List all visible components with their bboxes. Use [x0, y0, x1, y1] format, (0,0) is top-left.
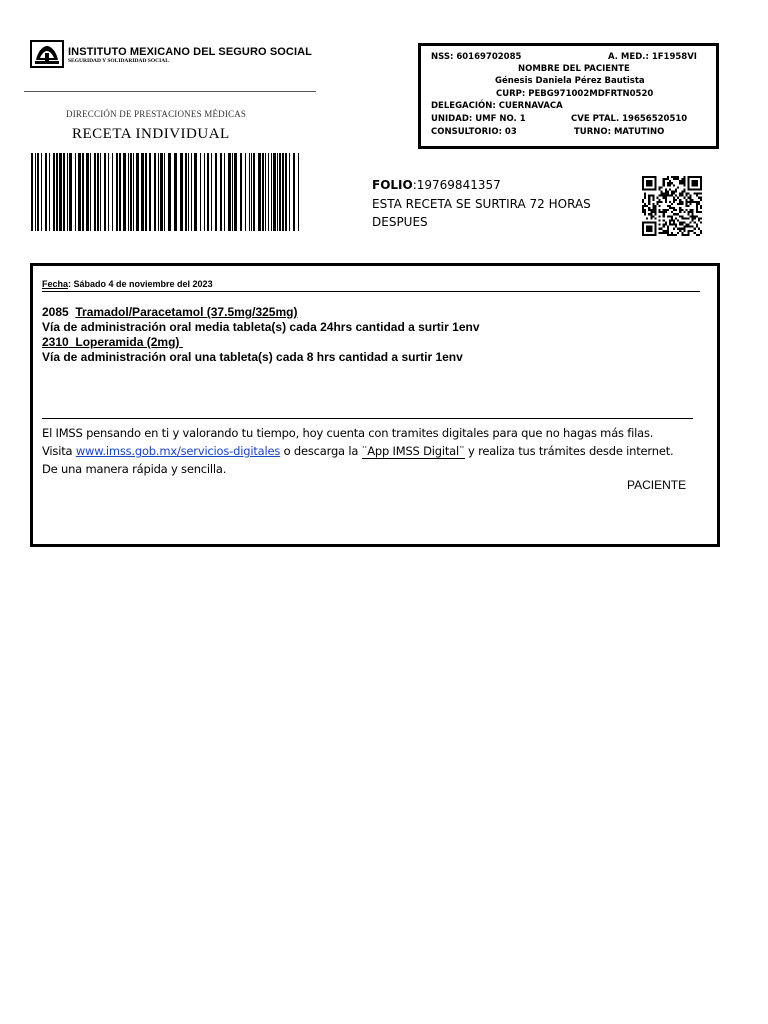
patient-name-label: NOMBRE DEL PACIENTE — [518, 64, 630, 74]
direction-label: DIRECCIÓN DE PRESTACIONES MÉDICAS — [66, 109, 247, 119]
fecha-value: : Sábado 4 de noviembre del 2023 — [68, 279, 213, 289]
folio — [372, 178, 501, 192]
info-line-1: El IMSS pensando en ti y valorando tu tiempo, hoy cuenta con tramites digitales para que no hagas más filas. — [42, 426, 654, 440]
patient-info-box — [418, 43, 719, 149]
institution-name: INSTITUTO MEXICANO DEL SEGURO SOCIAL — [68, 46, 312, 58]
medication-2-code: 2310 — [42, 335, 69, 349]
info-divider — [42, 418, 693, 419]
imss-eagle-logo-icon — [30, 40, 64, 68]
date-divider — [42, 291, 700, 292]
institution-motto: SEGURIDAD Y SOLIDARIDAD SOCIAL — [68, 58, 169, 64]
medication-2-instructions: Vía de administración oral una tableta(s) cada 8 hrs cantidad a surtir 1env — [42, 350, 463, 364]
barcode-icon — [31, 153, 299, 231]
info-line-3: De una manera rápida y sencilla. — [42, 462, 227, 476]
imss-digital-services-link[interactable]: www.imss.gob.mx/servicios-digitales — [75, 444, 281, 458]
consultorio: CONSULTORIO: 03 — [431, 127, 517, 137]
folio-note: ESTA RECETA SE SURTIRA 72 HORAS DESPUES — [372, 197, 591, 229]
medication-1-instructions: Vía de administración oral media tableta(s) cada 24hrs cantidad a surtir 1env — [42, 320, 480, 334]
medication-1-name: Tramadol/Paracetamol (37.5mg/325mg) — [75, 305, 298, 319]
medication-1-code: 2085 — [42, 305, 69, 319]
info-line-2 — [42, 444, 673, 458]
medico-id: A. MED.: 1F1958VI — [608, 52, 697, 62]
cve-ptal: CVE PTAL. 19656520510 — [571, 114, 688, 124]
header-divider — [24, 91, 316, 92]
info-internet-text: y realiza tus trámites desde internet. — [464, 444, 674, 458]
curp: CURP: PEBG971002MDFRTN0520 — [496, 89, 654, 99]
copy-label: PACIENTE — [627, 478, 687, 492]
unidad: UNIDAD: UMF NO. 1 — [431, 114, 526, 124]
document-title: RECETA INDIVIDUAL — [72, 126, 230, 142]
fecha-label: Fecha — [42, 279, 69, 289]
folio-label: FOLIO — [372, 178, 413, 192]
folio-number: :19769841357 — [412, 178, 501, 192]
medication-2-name: Loperamida (2mg) — [75, 335, 180, 349]
info-visit-text: Visita — [42, 444, 76, 458]
medication-2-header — [42, 335, 183, 349]
delegacion: DELEGACIÓN: CUERNAVACA — [431, 101, 563, 111]
app-name: ¨App IMSS Digital¨ — [361, 444, 465, 458]
turno: TURNO: MATUTINO — [574, 127, 665, 137]
medication-1-header — [42, 305, 297, 319]
nss: NSS: 60169702085 — [431, 52, 522, 62]
info-download-text: o descarga la — [280, 444, 362, 458]
prescription-date — [42, 279, 213, 289]
qr-code-icon — [642, 176, 702, 236]
patient-name: Génesis Daniela Pérez Bautista — [495, 76, 645, 86]
